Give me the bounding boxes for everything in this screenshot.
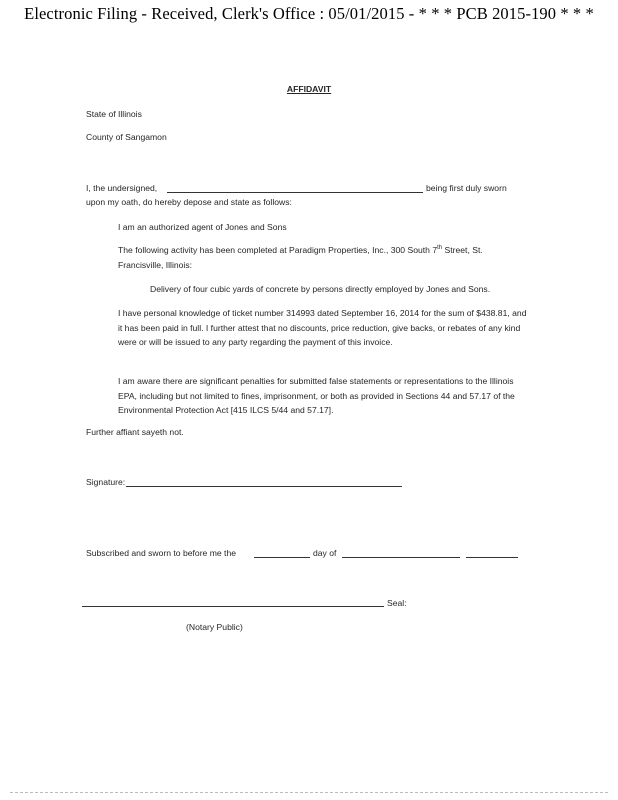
activity-line-1a: The following activity has been completed at Paradigm Properties, Inc., 300 South 7 bbox=[118, 245, 438, 255]
day-blank-line[interactable] bbox=[254, 557, 310, 558]
state-line: State of Illinois bbox=[86, 109, 142, 119]
subscribed-prefix: Subscribed and sworn to before me the bbox=[86, 548, 237, 558]
penalty-paragraph: I am aware there are significant penalties for submitted false statements or representations to the Illinois EPA, including but not limited to fines, imprisonment, or both as provided in Sections 44 and 57.17 of the Environmental Protection Act [415 ILCS 5/44 and 57.17]. bbox=[118, 376, 515, 416]
activity-detail: Delivery of four cubic yards of concrete by persons directly employed by Jones and Sons. bbox=[150, 284, 491, 294]
scan-bottom-edge bbox=[10, 792, 608, 793]
intro-line-2: upon my oath, do hereby depose and state as follows: bbox=[86, 197, 292, 207]
signature-line[interactable] bbox=[126, 486, 402, 487]
activity-line-1 bbox=[118, 245, 483, 255]
knowledge-paragraph: I have personal knowledge of ticket number 314993 dated September 16, 2014 for the sum of $438.81, and it has been paid in full. I further attest that no discounts, price reduction, give backs, or rebates of any kind were or will be issued to any party regarding the payment of this invoice. bbox=[118, 308, 527, 348]
closing-line: Further affiant sayeth not. bbox=[86, 427, 184, 437]
intro-prefix: I, the undersigned, bbox=[86, 183, 158, 193]
signature-label: Signature: bbox=[86, 477, 126, 487]
document-title: AFFIDAVIT bbox=[286, 84, 332, 94]
agent-statement: I am an authorized agent of Jones and Sons bbox=[118, 222, 287, 232]
county-line: County of Sangamon bbox=[86, 132, 167, 142]
year-blank-line[interactable] bbox=[466, 557, 518, 558]
filing-stamp-header: Electronic Filing - Received, Clerk's Office : 05/01/2015 - * * * PCB 2015-190 * * * bbox=[24, 4, 594, 23]
activity-line-1-superscript: th bbox=[437, 245, 443, 252]
intro-suffix: being first duly sworn bbox=[426, 183, 507, 193]
name-blank-line[interactable] bbox=[167, 192, 423, 193]
activity-line-2: Francisville, Illinois: bbox=[118, 260, 193, 270]
month-blank-line[interactable] bbox=[342, 557, 460, 558]
subscribed-middle: day of bbox=[313, 548, 337, 558]
notary-signature-line[interactable] bbox=[82, 606, 384, 607]
activity-line-1b: Street, St. bbox=[442, 245, 483, 255]
notary-label: (Notary Public) bbox=[186, 622, 243, 632]
seal-label: Seal: bbox=[387, 598, 407, 608]
